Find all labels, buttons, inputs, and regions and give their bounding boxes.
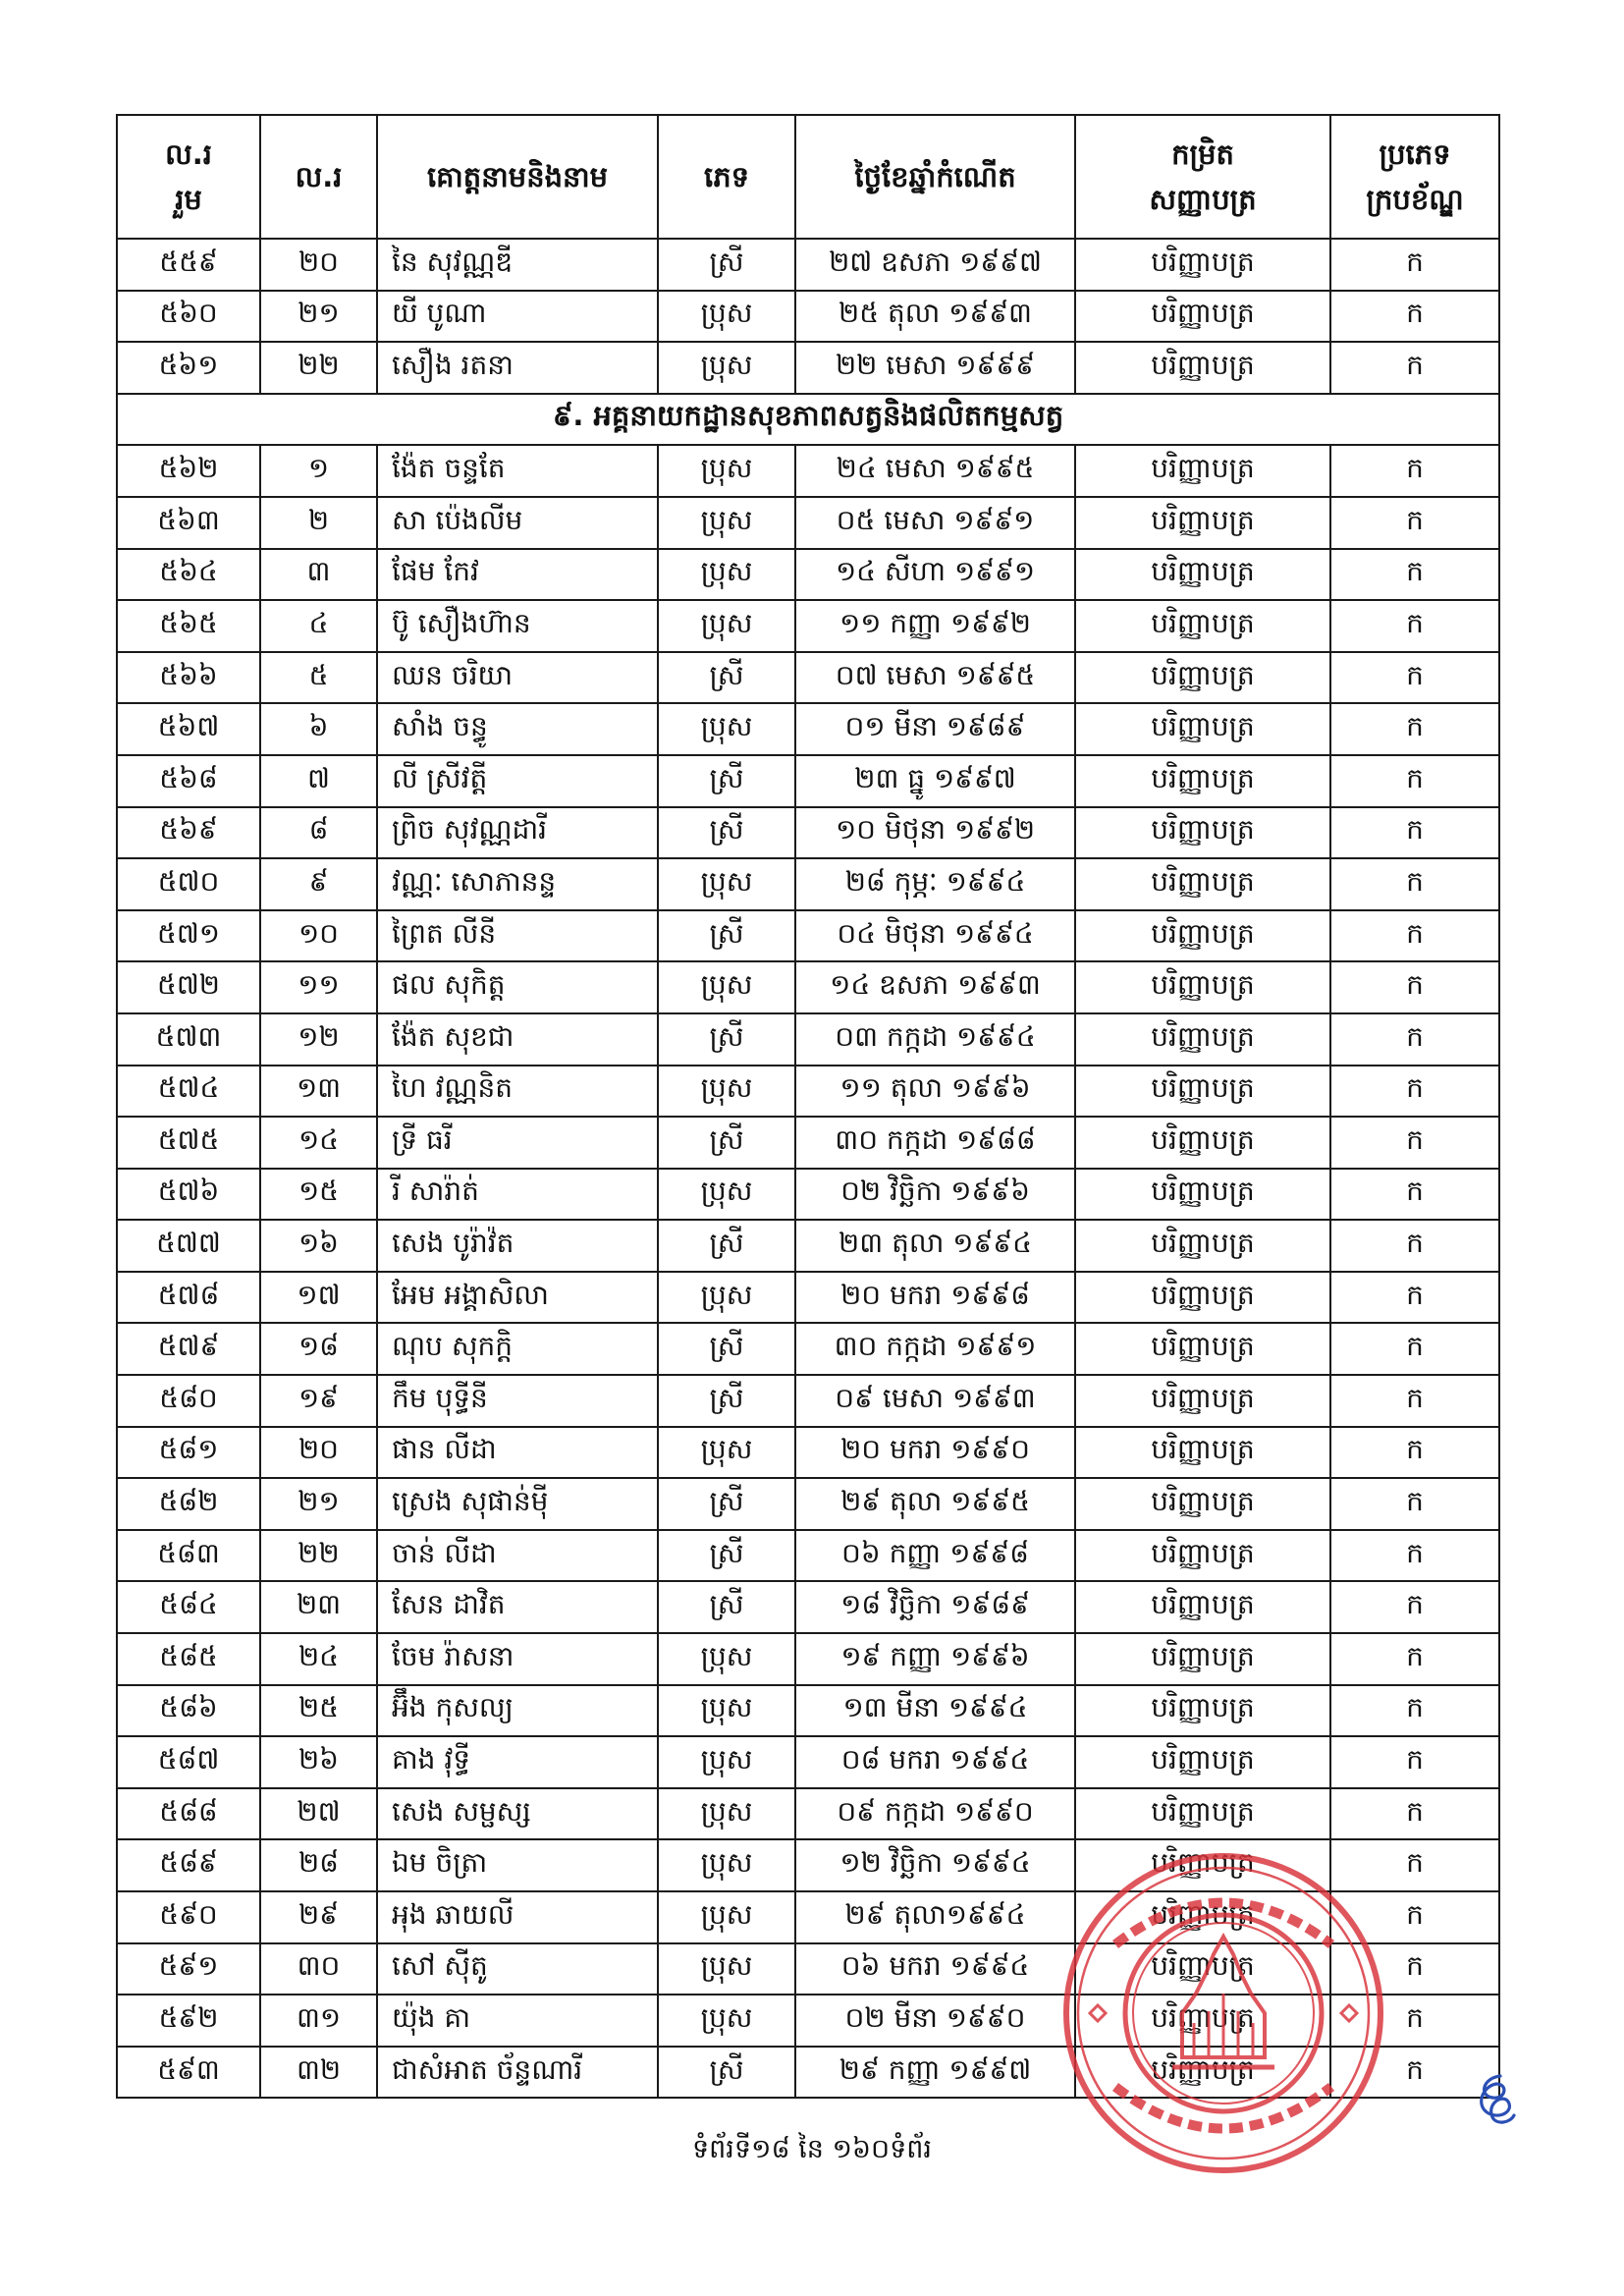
number-cell: ៣១ [260, 1995, 377, 2047]
table-row [117, 1272, 1499, 1324]
number-cell: ៣ [260, 549, 377, 601]
birth-date-cell: ២៩ តុលា ១៩៩៥ [795, 1478, 1075, 1530]
name-cell: យ៉ុង គា [377, 1995, 658, 2047]
birth-date-cell: ១៨ វិច្ឆិកា ១៩៨៩ [795, 1581, 1075, 1633]
category-cell: ក [1330, 1633, 1499, 1685]
table-row [117, 1169, 1499, 1221]
birth-date-cell: ០៩ មេសា ១៩៩៣ [795, 1375, 1075, 1427]
name-cell: នៃ សុវណ្ណឌី [377, 239, 658, 291]
table-row [117, 1581, 1499, 1633]
gender-cell: ស្រី [658, 1375, 795, 1427]
table-row [117, 858, 1499, 910]
category-cell: ក [1330, 1685, 1499, 1737]
category-cell: ក [1330, 1478, 1499, 1530]
degree-cell: បរិញ្ញាបត្រ [1075, 1066, 1330, 1118]
table-row [117, 1220, 1499, 1272]
birth-date-cell: ០៦ មករា ១៩៩៤ [795, 1943, 1075, 1995]
degree-cell: បរិញ្ញាបត្រ [1075, 2047, 1330, 2099]
gender-cell: ស្រី [658, 1220, 795, 1272]
name-cell: ទ្រី ធរី [377, 1117, 658, 1169]
table-row [117, 703, 1499, 755]
name-cell: ប៊ូ សឿងហ៊ាន [377, 600, 658, 652]
degree-cell: បរិញ្ញាបត្រ [1075, 1478, 1330, 1530]
name-cell: គាង វុទ្ធី [377, 1736, 658, 1788]
degree-cell: បរិញ្ញាបត្រ [1075, 239, 1330, 291]
number-cell: ២៣ [260, 1581, 377, 1633]
gender-cell: ស្រី [658, 1478, 795, 1530]
name-cell: ឈន ចរិយា [377, 652, 658, 704]
table-row [117, 1427, 1499, 1479]
table-row [117, 239, 1499, 291]
category-cell: ក [1330, 1995, 1499, 2047]
number-cell: ២៤ [260, 1633, 377, 1685]
birth-date-cell: ១៣ មីនា ១៩៩៤ [795, 1685, 1075, 1737]
overall-number-cell: ៥៦២ [117, 445, 260, 497]
overall-number-cell: ៥៧២ [117, 961, 260, 1013]
table-row [117, 1633, 1499, 1685]
gender-cell: ស្រី [658, 239, 795, 291]
number-cell: ២៧ [260, 1788, 377, 1840]
birth-date-cell: ២៩ តុលា១៩៩៤ [795, 1891, 1075, 1943]
name-cell: សេង បូរ៉ាវ៉ត [377, 1220, 658, 1272]
category-cell: ក [1330, 497, 1499, 549]
gender-cell: ប្រុស [658, 1943, 795, 1995]
birth-date-cell: ៣០ កក្កដា ១៩៩១ [795, 1323, 1075, 1375]
category-cell: ក [1330, 1788, 1499, 1840]
overall-number-cell: ៥៧៩ [117, 1323, 260, 1375]
degree-cell: បរិញ្ញាបត្រ [1075, 497, 1330, 549]
category-cell: ក [1330, 1272, 1499, 1324]
gender-cell: ប្រុស [658, 1427, 795, 1479]
category-cell: ក [1330, 1839, 1499, 1891]
category-cell: ក [1330, 342, 1499, 394]
birth-date-cell: ០៦ កញ្ញា ១៩៩៨ [795, 1530, 1075, 1582]
degree-cell: បរិញ្ញាបត្រ [1075, 858, 1330, 910]
gender-cell: ប្រុស [658, 1633, 795, 1685]
name-cell: ផល សុកិត្ត [377, 961, 658, 1013]
overall-number-cell: ៥៧៤ [117, 1066, 260, 1118]
category-cell: ក [1330, 961, 1499, 1013]
category-cell: ក [1330, 445, 1499, 497]
table-body [117, 239, 1499, 2098]
gender-cell: ស្រី [658, 652, 795, 704]
table-row [117, 1530, 1499, 1582]
name-header: គោត្តនាមនិងនាម [377, 115, 658, 239]
overall-number-cell: ៥៥៩ [117, 239, 260, 291]
table-row [117, 652, 1499, 704]
birth-date-cell: ១៩ កញ្ញា ១៩៩៦ [795, 1633, 1075, 1685]
overall-number-cell: ៥៦៨ [117, 755, 260, 807]
number-cell: ១៩ [260, 1375, 377, 1427]
table-row [117, 549, 1499, 601]
table-header-row [117, 115, 1499, 239]
category-cell: ក [1330, 1323, 1499, 1375]
name-cell: សាំង ចន្ធូ [377, 703, 658, 755]
number-cell: ២០ [260, 239, 377, 291]
overall-number-cell: ៥៨៧ [117, 1736, 260, 1788]
degree-cell: បរិញ្ញាបត្រ [1075, 1633, 1330, 1685]
category-cell: ក [1330, 1581, 1499, 1633]
degree-cell: បរិញ្ញាបត្រ [1075, 1943, 1330, 1995]
overall-number-cell: ៥៧៨ [117, 1272, 260, 1324]
category-cell: ក [1330, 652, 1499, 704]
name-cell: ព្រិច សុវណ្ណដារី [377, 807, 658, 859]
number-cell: ២៩ [260, 1891, 377, 1943]
overall-number-cell: ៥៩២ [117, 1995, 260, 2047]
birth-date-cell: ១១ តុលា ១៩៩៦ [795, 1066, 1075, 1118]
birth-date-cell: ០៩ កក្កដា ១៩៩០ [795, 1788, 1075, 1840]
degree-cell: បរិញ្ញាបត្រ [1075, 1685, 1330, 1737]
gender-cell: ស្រី [658, 1323, 795, 1375]
number-cell: ១៦ [260, 1220, 377, 1272]
name-cell: ផែម កែវ [377, 549, 658, 601]
gender-cell: ស្រី [658, 1530, 795, 1582]
gender-cell: ប្រុស [658, 1891, 795, 1943]
number-cell: ១៧ [260, 1272, 377, 1324]
degree-cell: បរិញ្ញាបត្រ [1075, 1839, 1330, 1891]
degree-cell: បរិញ្ញាបត្រ [1075, 1530, 1330, 1582]
birth-date-cell: ០៣ កក្កដា ១៩៩៤ [795, 1013, 1075, 1066]
name-cell: លី ស្រីវត្តី [377, 755, 658, 807]
overall-number-cell: ៥៧៣ [117, 1013, 260, 1066]
birth-date-cell: ២៣ ធ្នូ ១៩៩៧ [795, 755, 1075, 807]
name-cell: រី សារ៉ាត់ [377, 1169, 658, 1221]
overall-number-cell: ៥៧៦ [117, 1169, 260, 1221]
name-cell: កឹម បុទ្ធីនី [377, 1375, 658, 1427]
gender-cell: ស្រី [658, 2047, 795, 2099]
gender-cell: ប្រុស [658, 858, 795, 910]
gender-cell: ប្រុស [658, 600, 795, 652]
number-cell: ៦ [260, 703, 377, 755]
category-cell: ក [1330, 1736, 1499, 1788]
birth-date-cell: ០៨ មករា ១៩៩៤ [795, 1736, 1075, 1788]
degree-cell: បរិញ្ញាបត្រ [1075, 807, 1330, 859]
degree-cell: បរិញ្ញាបត្រ [1075, 291, 1330, 343]
table-row [117, 497, 1499, 549]
table-row [117, 342, 1499, 394]
table-row [117, 1013, 1499, 1066]
degree-cell: បរិញ្ញាបត្រ [1075, 755, 1330, 807]
name-cell: ចាន់ លីដា [377, 1530, 658, 1582]
category-cell: ក [1330, 1375, 1499, 1427]
degree-cell: បរិញ្ញាបត្រ [1075, 1788, 1330, 1840]
overall-number-header: ល.រ រួម [117, 115, 260, 239]
number-cell: ៣០ [260, 1943, 377, 1995]
overall-number-cell: ៥៦១ [117, 342, 260, 394]
gender-cell: ប្រុស [658, 291, 795, 343]
category-cell: ក [1330, 1066, 1499, 1118]
table-row [117, 807, 1499, 859]
category-cell: ក [1330, 1220, 1499, 1272]
handwritten-signature [1463, 2070, 1526, 2129]
name-cell: ផាន លីដា [377, 1427, 658, 1479]
degree-cell: បរិញ្ញាបត្រ [1075, 1220, 1330, 1272]
category-cell: ក [1330, 703, 1499, 755]
number-cell: ១៥ [260, 1169, 377, 1221]
birth-date-cell: ០២ វិច្ឆិកា ១៩៩៦ [795, 1169, 1075, 1221]
birth-date-cell: ២០ មករា ១៩៩០ [795, 1427, 1075, 1479]
number-cell: ២១ [260, 1478, 377, 1530]
table-row [117, 755, 1499, 807]
category-cell: ក [1330, 1891, 1499, 1943]
overall-number-cell: ៥៦៥ [117, 600, 260, 652]
degree-cell: បរិញ្ញាបត្រ [1075, 1995, 1330, 2047]
gender-header: ភេទ [658, 115, 795, 239]
name-cell: ណុប សុកក្តិ [377, 1323, 658, 1375]
number-cell: ២១ [260, 291, 377, 343]
gender-cell: ស្រី [658, 1581, 795, 1633]
category-cell: ក [1330, 1169, 1499, 1221]
number-cell: ១៣ [260, 1066, 377, 1118]
overall-number-cell: ៥៦០ [117, 291, 260, 343]
name-cell: វណ្ណៈ សោភានន្ទ [377, 858, 658, 910]
number-cell: ២០ [260, 1427, 377, 1479]
overall-number-cell: ៥៦៧ [117, 703, 260, 755]
number-cell: ១ [260, 445, 377, 497]
category-cell: ក [1330, 1427, 1499, 1479]
degree-cell: បរិញ្ញាបត្រ [1075, 1323, 1330, 1375]
overall-number-cell: ៥៨៩ [117, 1839, 260, 1891]
overall-number-cell: ៥៧០ [117, 858, 260, 910]
name-cell: ង៉ែត សុខជា [377, 1013, 658, 1066]
birth-date-cell: ២៩ កញ្ញា ១៩៩៧ [795, 2047, 1075, 2099]
table-row [117, 1323, 1499, 1375]
birth-date-cell: ២២ មេសា ១៩៩៩ [795, 342, 1075, 394]
gender-cell: ស្រី [658, 1117, 795, 1169]
table-row [117, 1066, 1499, 1118]
degree-cell: បរិញ្ញាបត្រ [1075, 549, 1330, 601]
name-cell: ឯម ចិត្រា [377, 1839, 658, 1891]
overall-number-cell: ៥៨៥ [117, 1633, 260, 1685]
birth-date-cell: ៣០ កក្កដា ១៩៨៨ [795, 1117, 1075, 1169]
birth-date-cell: ០២ មីនា ១៩៩០ [795, 1995, 1075, 2047]
degree-cell: បរិញ្ញាបត្រ [1075, 1581, 1330, 1633]
degree-cell: បរិញ្ញាបត្រ [1075, 1736, 1330, 1788]
number-cell: ១២ [260, 1013, 377, 1066]
category-cell: ក [1330, 2047, 1499, 2099]
table-row [117, 961, 1499, 1013]
number-cell: ៥ [260, 652, 377, 704]
birth-date-cell: ០៧ មេសា ១៩៩៥ [795, 652, 1075, 704]
overall-number-cell: ៥៨១ [117, 1427, 260, 1479]
name-cell: យី បូណា [377, 291, 658, 343]
gender-cell: ប្រុស [658, 703, 795, 755]
overall-number-cell: ៥៩១ [117, 1943, 260, 1995]
name-cell: សេង សម្ផស្ស [377, 1788, 658, 1840]
category-cell: ក [1330, 1943, 1499, 1995]
overall-number-cell: ៥៨៦ [117, 1685, 260, 1737]
table-row [117, 445, 1499, 497]
table-row [117, 1788, 1499, 1840]
birth-date-cell: ២៣ តុលា ១៩៩៤ [795, 1220, 1075, 1272]
name-cell: សា ប៉េងលីម [377, 497, 658, 549]
name-cell: ចែម រ៉ាសនា [377, 1633, 658, 1685]
birth-date-cell: ១៤ សីហា ១៩៩១ [795, 549, 1075, 601]
number-cell: ២ [260, 497, 377, 549]
gender-cell: ស្រី [658, 807, 795, 859]
degree-cell: បរិញ្ញាបត្រ [1075, 1891, 1330, 1943]
degree-cell: បរិញ្ញាបត្រ [1075, 961, 1330, 1013]
table-row [117, 291, 1499, 343]
birth-date-cell: ២៥ តុលា ១៩៩៣ [795, 291, 1075, 343]
overall-number-cell: ៥៨២ [117, 1478, 260, 1530]
personnel-table [116, 114, 1500, 2099]
number-cell: ៩ [260, 858, 377, 910]
degree-cell: បរិញ្ញាបត្រ [1075, 600, 1330, 652]
number-cell: ៤ [260, 600, 377, 652]
overall-number-cell: ៥៨៣ [117, 1530, 260, 1582]
category-cell: ក [1330, 1530, 1499, 1582]
birth-date-cell: ១២ វិច្ឆិកា ១៩៩៤ [795, 1839, 1075, 1891]
category-header: ប្រភេទ ក្របខ័ណ្ឌ [1330, 115, 1499, 239]
number-cell: ២២ [260, 1530, 377, 1582]
number-cell: ១០ [260, 910, 377, 962]
gender-cell: ប្រុស [658, 1788, 795, 1840]
gender-cell: ប្រុស [658, 1839, 795, 1891]
degree-cell: បរិញ្ញាបត្រ [1075, 652, 1330, 704]
degree-cell: បរិញ្ញាបត្រ [1075, 703, 1330, 755]
degree-cell: បរិញ្ញាបត្រ [1075, 342, 1330, 394]
section-header-row [117, 394, 1499, 446]
degree-header: កម្រិត សញ្ញាបត្រ [1075, 115, 1330, 239]
gender-cell: ស្រី [658, 1013, 795, 1066]
number-cell: ២៥ [260, 1685, 377, 1737]
overall-number-cell: ៥៩០ [117, 1891, 260, 1943]
category-cell: ក [1330, 1013, 1499, 1066]
birth-date-cell: ២៤ មេសា ១៩៩៥ [795, 445, 1075, 497]
birth-date-cell: ២០ មករា ១៩៩៨ [795, 1272, 1075, 1324]
degree-cell: បរិញ្ញាបត្រ [1075, 1427, 1330, 1479]
birth-date-cell: ០៥ មេសា ១៩៩១ [795, 497, 1075, 549]
gender-cell: ប្រុស [658, 445, 795, 497]
number-header: ល.រ [260, 115, 377, 239]
category-cell: ក [1330, 807, 1499, 859]
overall-number-cell: ៥៧៧ [117, 1220, 260, 1272]
section-title: ៩. អគ្គនាយកដ្ឋានសុខភាពសត្វនិងផលិតកម្មសត្វ [117, 394, 1499, 446]
birth-date-cell: ១០ មិថុនា ១៩៩២ [795, 807, 1075, 859]
name-cell: អែម អង្គាសិលា [377, 1272, 658, 1324]
name-cell: ង៉ែត ចន្ទតែ [377, 445, 658, 497]
birth-date-cell: ២៨ កុម្ភៈ ១៩៩៤ [795, 858, 1075, 910]
category-cell: ក [1330, 858, 1499, 910]
gender-cell: ប្រុស [658, 497, 795, 549]
category-cell: ក [1330, 600, 1499, 652]
gender-cell: ស្រី [658, 755, 795, 807]
name-cell: សឿង រតនា [377, 342, 658, 394]
number-cell: ៧ [260, 755, 377, 807]
table-row [117, 600, 1499, 652]
overall-number-cell: ៥៦៣ [117, 497, 260, 549]
document-table-container [116, 114, 1498, 2099]
birth-date-header: ថ្ងៃខែឆ្នាំកំណើត [795, 115, 1075, 239]
number-cell: ១៤ [260, 1117, 377, 1169]
number-cell: ១១ [260, 961, 377, 1013]
overall-number-cell: ៥៦៤ [117, 549, 260, 601]
official-seal-stamp [1056, 1846, 1390, 2180]
birth-date-cell: ១១ កញ្ញា ១៩៩២ [795, 600, 1075, 652]
gender-cell: ប្រុស [658, 342, 795, 394]
name-cell: ស្រេង សុផាន់មុី [377, 1478, 658, 1530]
degree-cell: បរិញ្ញាបត្រ [1075, 910, 1330, 962]
table-row [117, 1375, 1499, 1427]
category-cell: ក [1330, 910, 1499, 962]
degree-cell: បរិញ្ញាបត្រ [1075, 1013, 1330, 1066]
gender-cell: ប្រុស [658, 961, 795, 1013]
table-row [117, 1736, 1499, 1788]
name-cell: អ៊ឹង កុសល្យ [377, 1685, 658, 1737]
number-cell: ២២ [260, 342, 377, 394]
overall-number-cell: ៥៨៨ [117, 1788, 260, 1840]
table-row [117, 1685, 1499, 1737]
degree-cell: បរិញ្ញាបត្រ [1075, 1117, 1330, 1169]
number-cell: ១៨ [260, 1323, 377, 1375]
category-cell: ក [1330, 291, 1499, 343]
overall-number-cell: ៥៧៥ [117, 1117, 260, 1169]
overall-number-cell: ៥៨៤ [117, 1581, 260, 1633]
name-cell: ជាសំអាត ច័ន្ទណារី [377, 2047, 658, 2099]
category-cell: ក [1330, 549, 1499, 601]
table-row [117, 1478, 1499, 1530]
number-cell: ២៨ [260, 1839, 377, 1891]
birth-date-cell: ០៤ មិថុនា ១៩៩៤ [795, 910, 1075, 962]
name-cell: ហៃ វណ្ណនិត [377, 1066, 658, 1118]
degree-cell: បរិញ្ញាបត្រ [1075, 1169, 1330, 1221]
gender-cell: ប្រុស [658, 1169, 795, 1221]
number-cell: ៣២ [260, 2047, 377, 2099]
overall-number-cell: ៥៩៣ [117, 2047, 260, 2099]
birth-date-cell: ០១ មីនា ១៩៨៩ [795, 703, 1075, 755]
gender-cell: ប្រុស [658, 1995, 795, 2047]
name-cell: សៅ ស៊ីតូ [377, 1943, 658, 1995]
table-row [117, 1117, 1499, 1169]
degree-cell: បរិញ្ញាបត្រ [1075, 1375, 1330, 1427]
category-cell: ក [1330, 1117, 1499, 1169]
gender-cell: ប្រុស [658, 1272, 795, 1324]
overall-number-cell: ៥៨០ [117, 1375, 260, 1427]
name-cell: ព្រៃត លីនី [377, 910, 658, 962]
number-cell: ២៦ [260, 1736, 377, 1788]
degree-cell: បរិញ្ញាបត្រ [1075, 445, 1330, 497]
gender-cell: ប្រុស [658, 549, 795, 601]
name-cell: អុង ឆាយលី [377, 1891, 658, 1943]
overall-number-cell: ៥៦៦ [117, 652, 260, 704]
gender-cell: ស្រី [658, 910, 795, 962]
category-cell: ក [1330, 239, 1499, 291]
name-cell: សែន ដាវិត [377, 1581, 658, 1633]
birth-date-cell: ១៤ ឧសភា ១៩៩៣ [795, 961, 1075, 1013]
category-cell: ក [1330, 755, 1499, 807]
gender-cell: ប្រុស [658, 1685, 795, 1737]
overall-number-cell: ៥៦៩ [117, 807, 260, 859]
number-cell: ៨ [260, 807, 377, 859]
overall-number-cell: ៥៧១ [117, 910, 260, 962]
page-number-footer: ទំព័រទី១៨ នៃ ១៦០ទំព័រ [692, 2134, 932, 2164]
birth-date-cell: ២៧ ឧសភា ១៩៩៧ [795, 239, 1075, 291]
gender-cell: ប្រុស [658, 1066, 795, 1118]
gender-cell: ប្រុស [658, 1736, 795, 1788]
degree-cell: បរិញ្ញាបត្រ [1075, 1272, 1330, 1324]
table-row [117, 910, 1499, 962]
